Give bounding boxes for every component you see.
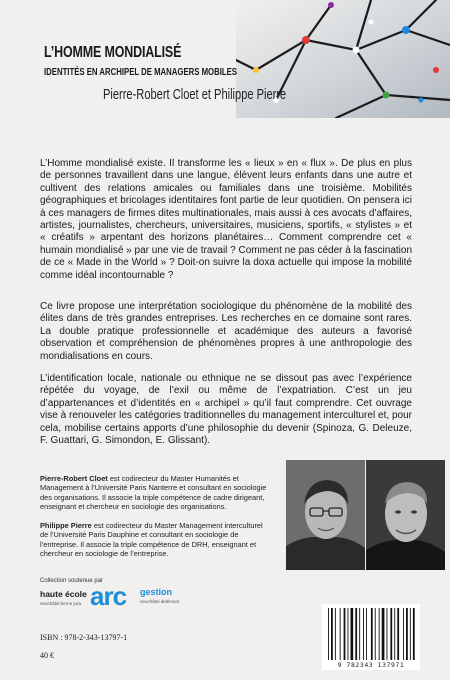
book-subtitle: IDENTITÉS EN ARCHIPEL DE MANAGERS MOBILES: [44, 66, 237, 78]
price: 40 €: [40, 651, 54, 660]
collection-label: Collection soutenue par: [40, 578, 104, 584]
haute-ecole-logo-text: haute école: [40, 589, 87, 599]
barcode-number: 9 782343 137971: [322, 661, 420, 669]
haute-ecole-logo: [40, 590, 87, 608]
body-paragraph: L’Homme mondialisé existe. Il transforme les « lieux » en « flux ». De plus en plus de personnes travaillent dans une langue, élèvent leurs enfants dans une autre et cultivent des relations amicales ou familiales dans une troisième. Mobilités géographiques et bricolages identitaires font partie de leur quotidien. On pensera ici à ces managers de firmes dites multinationales, mais aussi à ces avocats d’affaires, artistes, journalistes, chercheurs, universitaires, musiciens, sportifs, « stylistes » et « créatifs » arpentant des horizons planétaires… Comment comprendre cet « humain mondialisé » par une vie de travail ? Comment ne pas céder à la fascination de ce « Made in the World » ? Doit-on suivre la doxa actuelle qui impose la mobilité comme idéal incontournable ?: [40, 158, 412, 281]
cover-header: [0, 0, 450, 140]
author-photo-cloet: [286, 460, 365, 570]
body-paragraph: Ce livre propose une interprétation sociologique du phénomène de la mobilité des élites dans de très grandes entreprises. Les recherches en ce domaine sont rares. La double pratique professionnelle et académique des auteurs a favorisé observation et compréhension de phénomènes propres à une anthropologie des mondialisations en cours.: [40, 301, 412, 362]
isbn: ISBN : 978-2-343-13797-1: [40, 633, 128, 642]
author-bio: [40, 521, 268, 558]
author-bio-text: est codirecteur du Master Humanités et Management à l’Université Paris Nanterre et consultant en sociologie des organisations. Il associe la triple compétence de cadre dirigeant, enseignant et chercheur en sociologie des organisations.: [40, 474, 267, 511]
book-authors: Pierre-Robert Cloet et Philippe Pierre: [103, 86, 287, 103]
author-photo-pierre: [366, 460, 445, 570]
gestion-logo-text: gestion: [140, 587, 173, 597]
arc-logo: arc: [90, 581, 127, 611]
author-bio: [40, 474, 268, 511]
author-name: Philippe Pierre: [40, 521, 92, 530]
author-bio-text: est codirecteur du Master Management interculturel de l’Université Paris Dauphine et consultant en sociologie de l’entreprise. Il associe la triple compétence de DRH, enseignant et chercheur en sociologie de l’entreprise.: [40, 521, 263, 558]
body-paragraph: L’identification locale, nationale ou ethnique ne se dissout pas avec l’expérience répétée du voyage, de l’exil ou même de l’expatriation. C’est un jeu d’appartenances et d’identités en « archipel » qu’il faut comprendre. Cet ouvrage vise à renouveler les catégories traditionnelles du management interculturel et, pour cela, mobilise certains apports d’une philosophie du devenir (Spinoza, G. Deleuze, F. Guattari, G. Simondon, E. Glissant).: [40, 373, 412, 447]
haute-ecole-logo-subtext: neuchâtel berne jura: [40, 601, 82, 606]
book-title: L’HOMME MONDIALISÉ: [44, 44, 182, 61]
author-name: Pierre-Robert Cloet: [40, 474, 108, 483]
gestion-logo: [140, 588, 179, 606]
gestion-logo-subtext: neuchâtel delémont: [140, 599, 180, 604]
